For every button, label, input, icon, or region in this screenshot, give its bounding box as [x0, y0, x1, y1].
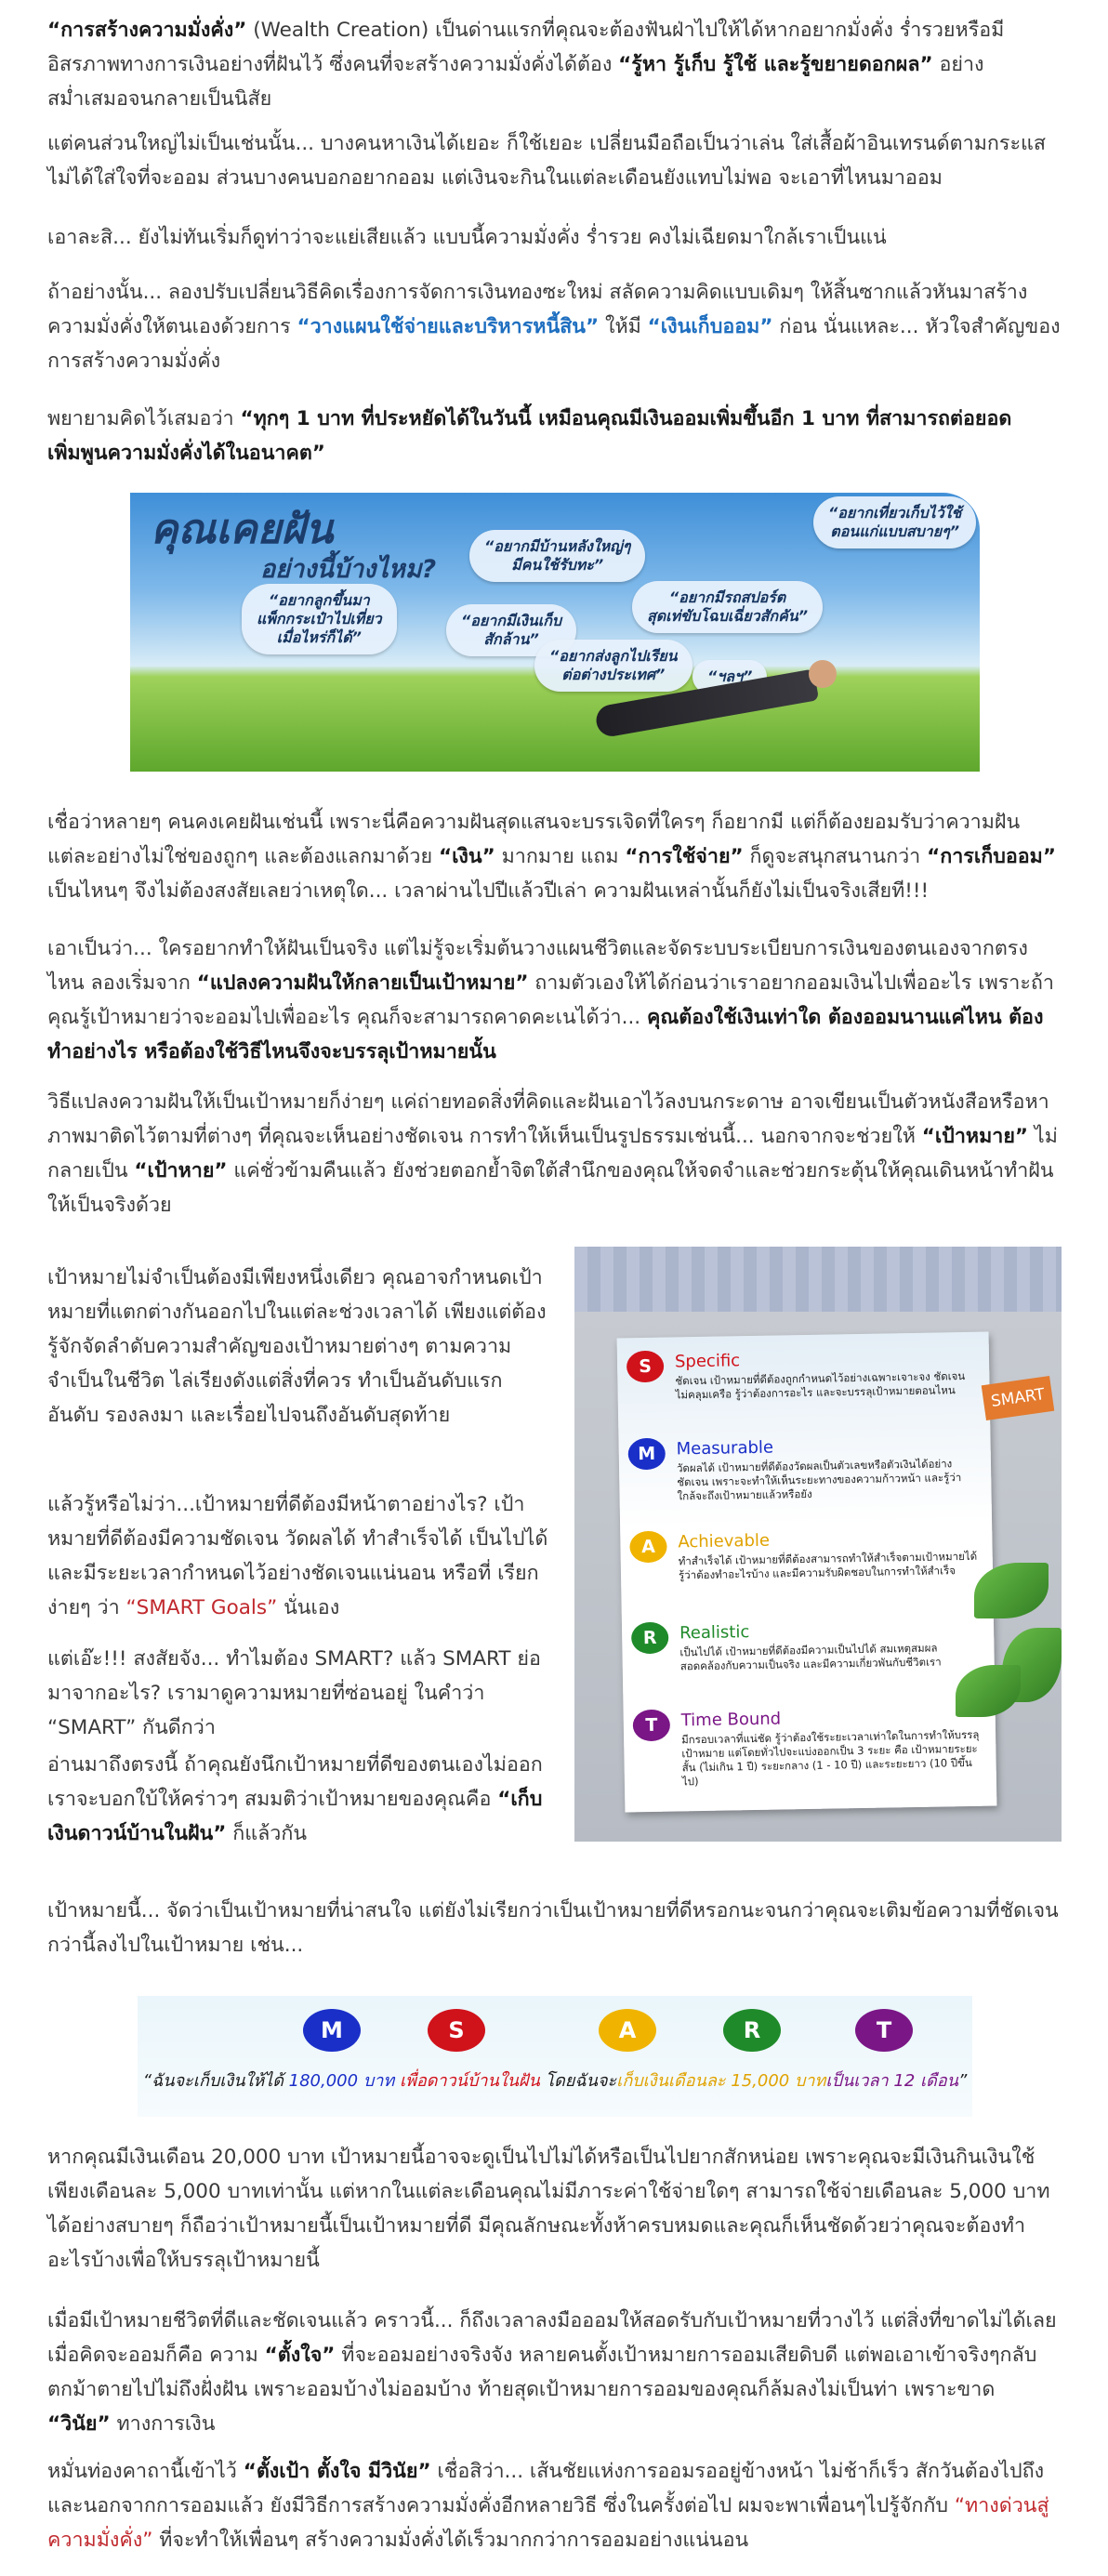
smart-tag-label: SMART — [982, 1376, 1055, 1420]
letter-badge: A — [599, 2009, 656, 2052]
paragraph-adjust-thinking — [47, 275, 1061, 378]
smart-heading: Measurable — [676, 1437, 774, 1460]
text: ถามตัวเองให้ได้ก่อนว่าเราอยากออมเงินไปเพื่ออะไร เพราะถ้าคุณรู้เป้าหมายว่าจะออมไปเพื่ออะไร คุณก็จะสามารถคาดคะเนได้ว่า... — [47, 971, 1055, 1029]
paragraph-oh-no: เอาละสิ... ยังไม่ทันเริ่มก็ดูท่าว่าจะแย่เสียแล้ว แบบนี้ความมั่งคั่ง ร่ำรวย คงไม่เฉียดมาใกล้เราเป็นแน่ — [47, 226, 887, 249]
smart-heading: Realistic — [679, 1622, 750, 1644]
paragraph-wealth-creation — [47, 13, 1061, 116]
bold-text: “เป้าหมาย” — [921, 1125, 1029, 1148]
paragraph-determination — [47, 2304, 1061, 2441]
dream-banner-image — [130, 493, 980, 772]
text: เป็นไหนๆ จึงไม่ต้องสงสัยเลยว่าเหตุใด... เวลาผ่านไปปีแล้วปีเล่า ความฝันเหล่านั้นก็ยังไม่เป็นจริงเสียที!!! — [47, 879, 930, 903]
text: แค่ชั่วข้ามคืนแล้ว ยังช่วยตอกย้ำจิตใต้สำนึกของคุณให้จดจำและช่วยกระตุ้นให้คุณเดินหน้าทำฝันให้เป็นจริงด้วย — [47, 1159, 1054, 1217]
text: ก็ดูจะสนุกสนานกว่า — [743, 845, 928, 868]
text: เอาเป็นว่า... ใครอยากทำให้ฝันเป็นจริง แต่ไม่รู้จะเริ่มต้นวางแผนชีวิตและจัดระบบระเบียบการเงินของตนเองจากตรงไหน ลองเริ่มจาก — [47, 937, 1028, 995]
paragraph-most-people: แต่คนส่วนใหญ่ไม่เป็นเช่นนั้น... บางคนหาเงินได้เยอะ ก็ใช้เยอะ เปลี่ยนมือถือเป็นว่าเล่น ใส่เสื้อผ้าอินเทรนด์ตามกระแส ไม่ได้ใส่ใจที่จะออม ส่วนบางคนบอกอยากออม แต่เงินจะกินในแต่ละเดือนยังแทบไม่พอ จะเอาที่ไหนมาออม — [47, 132, 1046, 190]
text: ที่จะทำให้เพื่อนๆ สร้างความมั่งคั่งได้เร็วมากกว่าการออมอย่างแน่นอน — [152, 2529, 749, 2552]
text: ไม่กลายเป็น — [47, 1125, 1058, 1182]
smart-item-specific — [627, 1345, 980, 1402]
goal-text: เพื่อดาวน์บ้านในฝัน — [394, 2071, 540, 2091]
letter-badge: T — [855, 2009, 913, 2052]
letter-badge: M — [303, 2009, 361, 2052]
amount-text: 180,000 บาท — [288, 2071, 395, 2091]
monthly-text: เก็บเงินเดือนละ 15,000 บาท — [616, 2071, 826, 2091]
letter-badge: M — [627, 1438, 666, 1471]
text: มากมาย แถม — [495, 845, 626, 868]
link-savings[interactable]: “เงินเก็บออม” — [647, 315, 773, 338]
text: ก่อน นั่นแหละ... หัวใจสำคัญของการสร้างความมั่งคั่ง — [47, 315, 1061, 373]
dream-bubble: “อยากเที่ยวเก็บไว้ใช้ ตอนแก่แบบสบายๆ” — [813, 496, 976, 548]
text: ที่จะออมอย่างจริงจัง หลายคนตั้งเป้าหมายการออมเสียดิบดี แต่พอเอาเข้าจริงๆกลับตกม้าตายไปไม่ถึงฝั่งฝัน เพราะออมบ้างไม่ออมบ้าง ท้ายสุดเป้าหมายการออมของคุณก็ล้มลงไม่เป็นท่า เพราะขาด — [47, 2344, 1037, 2401]
bold-text: “ตั้งใจ” — [264, 2344, 336, 2367]
smart-item-realistic — [631, 1617, 984, 1673]
paragraph-turn-dream-into-goal — [47, 931, 1061, 1069]
text: โดยฉันจะ — [539, 2071, 617, 2091]
man-head — [809, 660, 837, 688]
text: ก็แล้วกัน — [226, 1822, 308, 1845]
banner-subtitle: อย่างนี้บ้างไหม? — [260, 555, 437, 584]
bold-text: คุณต้องใช้เงินเท่าใด ต้องออมนานแค่ไหน ต้องทำอย่างไร หรือต้องใช้วิธีไหนจึงจะบรรลุเป้าหมายนั้น — [47, 1006, 1044, 1063]
text: หมั่นท่องคาถานี้เข้าไว้ — [47, 2460, 244, 2483]
text: อ่านมาถึงตรงนี้ ถ้าคุณยังนึกเป้าหมายที่ดีของตนเองไม่ออก เราจะบอกใบ้ให้คร่าวๆ สมมติว่าเป้าหมายของคุณคือ — [47, 1753, 543, 1811]
letter-badge: R — [631, 1622, 669, 1655]
smart-description: เป็นไปได้ เป้าหมายที่ดีต้องมีความเป็นไปได้ สมเหตุสมผล สอดคล้องกับความเป็นจริง และมีความเกี่ยวพันกับชีวิตเรา — [679, 1641, 942, 1673]
text: นั่นเอง — [277, 1596, 340, 1619]
text: เชื่อสิว่า... เส้นชัยแห่งการออมรออยู่ข้างหน้า ไม่ช้าก็เร็ว สักวันต้องไปถึง และนอกจากการออมแล้ว ยังมีวิธีการสร้างความมั่งคั่งอีกหลายวิธี ซึ่งในครั้งต่อไป ผมจะพาเพื่อนๆไปรู้จักกับ — [47, 2460, 1045, 2517]
smart-heading: Achievable — [678, 1530, 771, 1552]
bold-text: “แปลงความฝันให้กลายเป็นเป้าหมาย” — [196, 971, 529, 995]
smart-goals-image — [574, 1247, 1062, 1842]
dream-bubble: “อยากมีรถสปอร์ต สุดเท่ขับโฉบเฉี่ยวสักคัน” — [632, 581, 823, 633]
bold-text: “ตั้งเป้า ตั้งใจ มีวินัย” — [243, 2460, 431, 2483]
text: แล้วรู้หรือไม่ว่า...เป้าหมายที่ดีต้องมีหน้าตาอย่างไร? เป้าหมายที่ดีต้องมีความชัดเจน วัดผลได้ ทำสำเร็จได้ เป็นไปได้ และมีระยะเวลากำหนดไว้อย่างชัดเจนแน่นอน หรือที่ เรียกง่ายๆ ว่า — [47, 1493, 548, 1619]
example-goal-sentence — [138, 2067, 972, 2094]
duration-text: เป็นเวลา 12 เดือน — [825, 2071, 958, 2091]
bold-text: “การใช้จ่าย” — [625, 845, 744, 868]
example-goal-image — [138, 1996, 972, 2117]
bold-text: “ทุกๆ 1 บาท ที่ประหยัดได้ในวันนี้ เหมือนคุณมีเงินออมเพิ่มขึ้นอีก 1 บาท ที่สามารถต่อยอดเพิ่มพูนความมั่งคั่งได้ในอนาคต” — [47, 407, 1012, 465]
smart-description: มีกรอบเวลาที่แน่ชัด รู้ว่าต้องใช้ระยะเวลาเท่าใดในการทำให้บรรลุเป้าหมาย แต่โดยทั่วไปจะแบ่งออกเป็น 3 ระยะ คือ เป้าหมายระยะสั้น (ไม่เกิน 1 ปี) ระยะกลาง (1 - 10 ปี) และระยะยาว (10 ปีขึ้นไป) — [681, 1727, 980, 1789]
bold-text: “เก็บเงินดาวน์บ้านในฝัน” — [47, 1788, 543, 1845]
bold-text: “การสร้างความมั่งคั่ง” — [47, 19, 247, 42]
letter-badge: S — [627, 1351, 665, 1383]
smart-description: ทำสำเร็จได้ เป้าหมายที่ดีต้องสามารถทำให้สำเร็จตามเป้าหมายได้ รู้ว่าต้องทำอะไรบ้าง และมีความรับผิดชอบในการทำให้สำเร็จ — [678, 1549, 978, 1582]
paragraph-mantra — [47, 2454, 1061, 2557]
paragraph-how-to-convert — [47, 1085, 1061, 1222]
paragraph-salary-example: หากคุณมีเงินเดือน 20,000 บาท เป้าหมายนี้อาจจะดูเป็นไปไม่ได้หรือเป็นไปยากสักหน่อย เพราะคุณจะมีเงินกินเงินใช้เพียงเดือนละ 5,000 บาทเท่านั้น แต่หากในแต่ละเดือนคุณไม่มีภาระค่าใช้จ่ายใดๆ สามารถใช้จ่ายเดือนละ 5,000 บาทได้อย่างสบายๆ ก็ถือว่าเป้าหมายนี้เป็นเป้าหมายที่ดี มีคุณลักษณะทั้งห้าครบหมดและคุณก็เห็นชัดด้วยว่าคุณจะต้องทำอะไรบ้างเพื่อให้บรรลุเป้าหมายนี้ — [47, 2146, 1050, 2272]
text: ให้มี — [599, 315, 648, 338]
link-spending-debt-plan[interactable]: “วางแผนใช้จ่ายและบริหารหนี้สิน” — [297, 315, 600, 338]
bold-text: “รู้หา รู้เก็บ รู้ใช้ และรู้ขยายดอกผล” — [618, 53, 933, 76]
text: ทางการเงิน — [110, 2412, 216, 2436]
text: เชื่อว่าหลายๆ คนคงเคยฝันเช่นนี้ เพราะนี่คือความฝันสุดแสนจะบรรเจิดที่ใครๆ ก็อยากมี แต่ก็ต้องยอมรับว่าความฝันแต่ละอย่างไม่ใช่ของถูกๆ และต้องแลกมาด้วย — [47, 811, 1021, 868]
text: (Wealth Creation) เป็นด่านแรกที่คุณจะต้องฟันฝ่าไปให้ได้หากอยากมั่งคั่ง ร่ำรวยหรือมีอิสรภาพทางการเงินอย่างที่ฝันไว้ ซึ่งคนที่จะสร้างความมั่งคั่งได้ต้อง — [47, 19, 1005, 76]
smart-item-time-bound — [633, 1704, 986, 1789]
dream-bubble: “อยากลูกขึ้นมา แพ็กกระเป๋าไปเที่ยว เมื่อไหร่ก็ได้” — [242, 584, 397, 654]
paragraph-example-goal — [47, 1748, 549, 1851]
paragraph-goal-not-yet-good: เป้าหมายนี้... จัดว่าเป็นเป้าหมายที่น่าสนใจ แต่ยังไม่เรียกว่าเป็นเป้าหมายที่ดีหรอกนะจนกว่าคุณจะเติมข้อความที่ชัดเจนกว่านี้ลงไปในเป้าหมาย เช่น... — [47, 1899, 1059, 1957]
dream-bubble: “อยากส่งลูกไปเรียน ต่อต่างประเทศ” — [534, 640, 692, 692]
link-wealth-expressway[interactable]: “ทางด่วนสู่ความมั่งคั่ง” — [47, 2494, 1049, 2552]
bold-text: “เป้าหาย” — [134, 1159, 228, 1182]
smart-description: วัดผลได้ เป้าหมายที่ดีต้องวัดผลเป็นตัวเลขหรือตัวเงินได้อย่างชัดเจน เพราะจะทำให้เห็นระยะทางของความก้าวหน้า และรู้ว่าใกล้จะถึงเป้าหมายแล้วหรือยัง — [676, 1457, 962, 1503]
letter-badge: T — [633, 1710, 671, 1742]
text: ” — [957, 2071, 968, 2091]
paragraph-many-people-dream — [47, 805, 1061, 908]
bold-text: “การเก็บออม” — [927, 845, 1056, 868]
smart-description: ชัดเจน เป้าหมายที่ดีต้องถูกกำหนดไว้อย่างเฉพาะเจาะจง ชัดเจน ไม่คลุมเครือ รู้ว่าต้องการอะไร และจะบรรลุเป้าหมายตอนไหน — [675, 1368, 966, 1402]
paragraph-good-goal — [47, 1487, 549, 1625]
banner-title: คุณเคยฝัน — [151, 506, 334, 553]
bold-text: “เงิน” — [438, 845, 495, 868]
text: อย่างสม่ำเสมอจนกลายเป็นนิสัย — [47, 53, 984, 111]
text: วิธีแปลงความฝันให้เป็นเป้าหมายก็ง่ายๆ แค่ถ่ายทอดสิ่งที่คิดและฝันเอาไว้ลงบนกระดาษ อาจเขียนเป็นตัวหนังสือหรือหาภาพมาติดไว้ตามที่ต่างๆ ที่คุณจะเห็นอย่างชัดเจน การทำให้เห็นเป็นรูปธรรมเช่นนี้... นอกจากจะช่วยให้ — [47, 1090, 1049, 1148]
letter-badge: A — [629, 1531, 667, 1564]
smart-heading: Time Bound — [680, 1709, 782, 1731]
dream-bubble: “ฯลฯ” — [692, 660, 767, 694]
smart-item-measurable — [627, 1433, 981, 1503]
bold-text: “วินัย” — [47, 2412, 111, 2436]
letter-badge: R — [723, 2009, 781, 2052]
text: “ฉันจะเก็บเงินให้ได้ — [142, 2071, 289, 2091]
dream-bubble: “อยากมีบ้านหลังใหญ่ๆ มีคนใช้รับทะ” — [469, 530, 645, 582]
text: ถ้าอย่างนั้น... ลองปรับเปลี่ยนวิธีคิดเรื่องการจัดการเงินทองซะใหม่ สลัดความคิดแบบเดิมๆ ให้สิ้นซากแล้วหันมาสร้างความมั่งคั่งให้ตนเองด้วยการ — [47, 281, 1028, 338]
smart-item-achievable — [629, 1526, 983, 1582]
dream-bubble: “อยากมีเงินเก็บ สักล้าน” — [446, 604, 576, 656]
smart-heading: Specific — [674, 1351, 741, 1372]
paragraph-multiple-goals: เป้าหมายไม่จำเป็นต้องมีเพียงหนึ่งเดียว คุณอาจกำหนดเป้าหมายที่แตกต่างกันออกไปในแต่ละช่วงเวลาได้ เพียงแต่ต้องรู้จักจัดลำดับความสำคัญของเป้าหมายต่างๆ ตามความจำเป็นในชีวิต ไล่เรียงดังแต่สิ่งที่ควร ทำเป็นอันดับแรก อันดับ รองลงมา และเรื่อยไปจนถึงอันดับสุดท้าย — [47, 1266, 547, 1427]
letter-badge: S — [428, 2009, 485, 2052]
smart-goals-text: “SMART Goals” — [125, 1596, 278, 1619]
text: เมื่อมีเป้าหมายชีวิตที่ดีและชัดเจนแล้ว คราวนี้... ก็ถึงเวลาลงมือออมให้สอดรับกับเป้าหมายที่วางไว้ แต่สิ่งที่ขาดไม่ได้เลยเมื่อคิดจะออมก็คือ ความ — [47, 2309, 1057, 2367]
smart-paper — [617, 1332, 997, 1813]
paragraph-every-baht — [47, 402, 1061, 470]
text: พยายามคิดไว้เสมอว่า — [47, 407, 241, 430]
paragraph-why-smart: แต่เอ๊ะ!!! สงสัยจัง... ทำไมต้อง SMART? แล้ว SMART ย่อมาจากอะไร? เรามาดูความหมายที่ซ่อนอยู่ ในคำว่า “SMART” กันดีกว่า — [47, 1647, 541, 1739]
